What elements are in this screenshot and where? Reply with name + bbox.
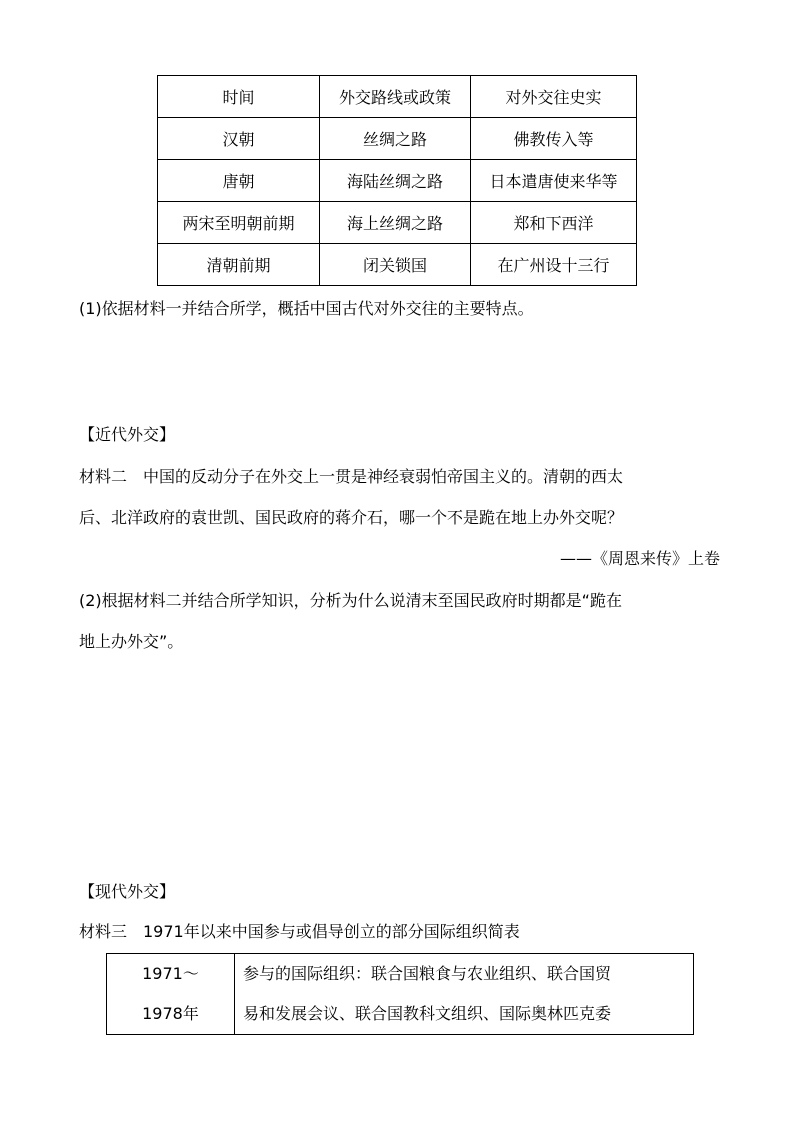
- table-cell: 海陆丝绸之路: [320, 160, 471, 202]
- year-line-2: 1978年: [142, 1004, 199, 1023]
- organizations-line-2: 易和发展会议、联合国教科文组织、国际奥林匹克委: [243, 1004, 612, 1023]
- year-line-1: 1971～: [142, 964, 199, 983]
- header-cell-time: 时间: [158, 76, 320, 118]
- ancient-diplomacy-table: [157, 75, 637, 286]
- section-heading-modern: 【近代外交】: [79, 425, 176, 444]
- international-organizations-table: [106, 953, 694, 1035]
- table-cell: 清朝前期: [158, 244, 320, 286]
- material-2-line-1: 材料二 中国的反动分子在外交上一贯是神经衰弱怕帝国主义的。清朝的西太: [79, 467, 624, 486]
- question-1: (1)依据材料一并结合所学，概括中国古代对外交往的主要特点。: [79, 299, 534, 318]
- material-3-title: 材料三 1971年以来中国参与或倡导创立的部分国际组织简表: [79, 922, 520, 941]
- table-cell: 郑和下西洋: [471, 202, 637, 244]
- table-cell: 丝绸之路: [320, 118, 471, 160]
- table-cell: 日本遣唐使来华等: [471, 160, 637, 202]
- table-cell: 汉朝: [158, 118, 320, 160]
- table-cell: 在广州设十三行: [471, 244, 637, 286]
- table-cell: 唐朝: [158, 160, 320, 202]
- table-cell: 闭关锁国: [320, 244, 471, 286]
- material-2-line-2: 后、北洋政府的袁世凯、国民政府的蒋介石，哪一个不是跪在地上办外交呢？: [79, 508, 624, 527]
- material-2-source: ——《周恩来传》上卷: [559, 549, 720, 568]
- table-row: [107, 954, 694, 1035]
- table-cell: 两宋至明朝前期: [158, 202, 320, 244]
- question-2-line-1: (2)根据材料二并结合所学知识，分析为什么说清末至国民政府时期都是“跪在: [79, 591, 622, 610]
- table-row: [158, 202, 637, 244]
- table-header-row: [158, 76, 637, 118]
- organizations-line-1: 参与的国际组织：联合国粮食与农业组织、联合国贸: [243, 964, 612, 983]
- header-cell-policy: 外交路线或政策: [320, 76, 471, 118]
- year-cell: [107, 954, 235, 1035]
- table-cell: 海上丝绸之路: [320, 202, 471, 244]
- table-row: [158, 244, 637, 286]
- organizations-cell: [235, 954, 694, 1035]
- table-cell: 佛教传入等: [471, 118, 637, 160]
- section-heading-contemporary: 【现代外交】: [79, 882, 176, 901]
- header-cell-facts: 对外交往史实: [471, 76, 637, 118]
- table-row: [158, 118, 637, 160]
- question-2-line-2: 地上办外交”。: [79, 632, 184, 651]
- table-row: [158, 160, 637, 202]
